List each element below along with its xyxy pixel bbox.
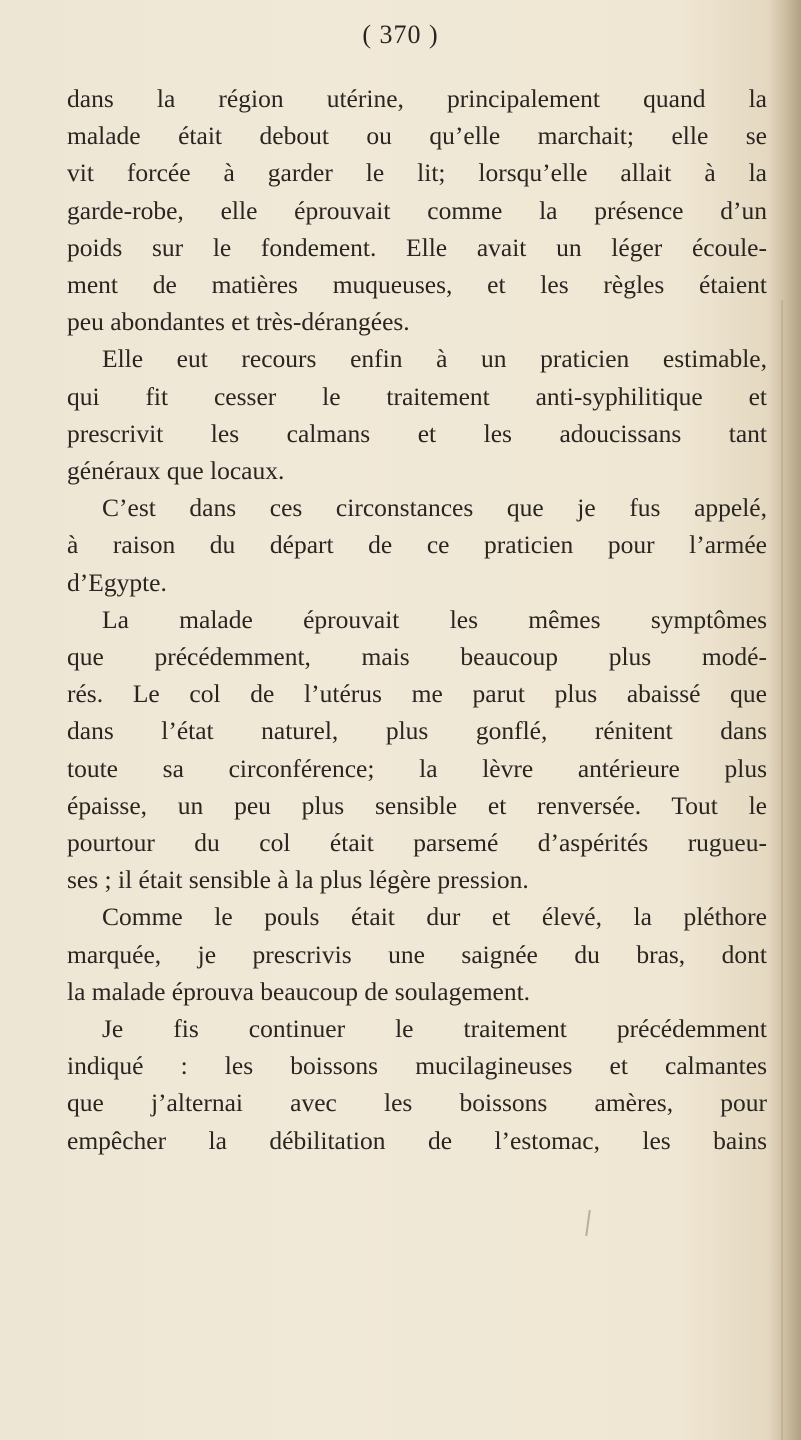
text-line: Elle eut recours enfin à un praticien estimable, (102, 344, 767, 374)
text-line: généraux que locaux. (67, 456, 285, 486)
text-line: marquée, je prescrivis une saignée du bras, dont (67, 939, 767, 969)
text-line: garde-robe, elle éprouvait comme la présence d’un (67, 195, 767, 225)
text-line: ses ; il était sensible à la plus légère pression. (67, 865, 529, 895)
text-line: que j’alternai avec les boissons amères, pour (67, 1088, 767, 1118)
page-number: ( 370 ) (362, 20, 439, 49)
text-line: vit forcée à garder le lit; lorsqu’elle allait à la (67, 158, 767, 188)
body-text (67, 80, 767, 1159)
text-line: prescrivit les calmans et les adoucissans tant (67, 418, 767, 448)
text-line: ment de matières muqueuses, et les règles étaient (67, 270, 767, 300)
text-line: épaisse, un peu plus sensible et renversée. Tout le (67, 790, 767, 820)
text-line: que précédemment, mais beaucoup plus modé- (67, 642, 767, 672)
text-line: qui fit cesser le traitement anti-syphilitique et (67, 381, 767, 411)
text-line: toute sa circonférence; la lèvre antérieure plus (67, 753, 767, 783)
text-line: rés. Le col de l’utérus me parut plus abaissé que (67, 679, 767, 709)
paper-speck (585, 1210, 591, 1236)
text-line: peu abondantes et très-dérangées. (67, 307, 410, 337)
text-line: dans la région utérine, principalement quand la (67, 84, 767, 113)
text-line: C’est dans ces circonstances que je fus appelé, (102, 493, 767, 523)
text-line: poids sur le fondement. Elle avait un léger écoule- (67, 232, 767, 262)
page-edge-shadow (767, 0, 801, 1440)
text-line: dans l’état naturel, plus gonflé, rénitent dans (67, 716, 767, 746)
text-line: malade était debout ou qu’elle marchait; elle se (67, 121, 767, 151)
text-line: d’Egypte. (67, 567, 167, 597)
text-line: Comme le pouls était dur et élevé, la pléthore (102, 902, 767, 932)
text-line: empêcher la débilitation de l’estomac, les bains (67, 1125, 767, 1155)
text-line: La malade éprouvait les mêmes symptômes (102, 604, 767, 634)
page-edge-line (781, 300, 783, 1440)
text-line: à raison du départ de ce praticien pour l’armée (67, 530, 767, 560)
text-line: Je fis continuer le traitement précédemment (102, 1014, 767, 1044)
text-line: indiqué : les boissons mucilagineuses et calmantes (67, 1051, 767, 1081)
text-line: la malade éprouva beaucoup de soulagement. (67, 976, 531, 1006)
text-line: pourtour du col était parsemé d’aspérités rugueu- (67, 828, 767, 858)
